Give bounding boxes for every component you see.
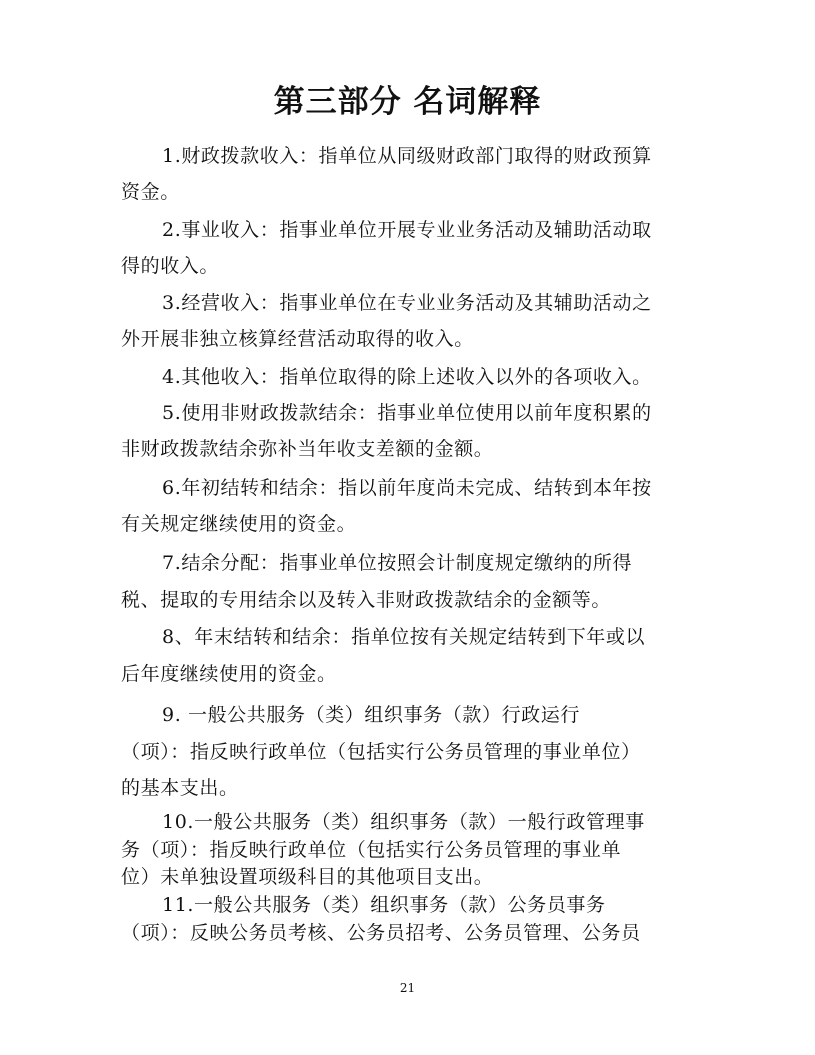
text-line-1: 1.财政拨款收入：指单位从同级财政部门取得的财政预算 bbox=[162, 145, 652, 167]
text-line-20: 务（项）：指反映行政单位（包括实行公务员管理的事业单 bbox=[121, 839, 622, 861]
page-number: 21 bbox=[399, 981, 416, 995]
text-line-19: 10.一般公共服务（类）组织事务（款）一般行政管理事 bbox=[162, 811, 645, 833]
text-line-15: 后年度继续使用的资金。 bbox=[121, 663, 337, 685]
text-line-11: 有关规定继续使用的资金。 bbox=[121, 513, 357, 535]
text-line-18: 的基本支出。 bbox=[121, 777, 239, 799]
text-line-10: 6.年初结转和结余：指以前年度尚未完成、结转到本年按 bbox=[162, 477, 652, 499]
text-line-17: （项）：指反映行政单位（包括实行公务员管理的事业单位） bbox=[121, 741, 641, 763]
section-title: 第三部分 名词解释 bbox=[273, 84, 542, 120]
text-line-13: 税、提取的专用结余以及转入非财政拨款结余的金额等。 bbox=[121, 589, 612, 611]
text-line-14: 8、年末结转和结余：指单位按有关规定结转到下年或以 bbox=[162, 626, 646, 648]
text-line-6: 外开展非独立核算经营活动取得的收入。 bbox=[121, 328, 474, 350]
text-line-9: 非财政拨款结余弥补当年收支差额的金额。 bbox=[121, 438, 494, 460]
text-line-4: 得的收入。 bbox=[121, 255, 220, 277]
text-line-22: 11.一般公共服务（类）组织事务（款）公务员事务 bbox=[162, 894, 606, 916]
text-line-21: 位）未单独设置项级科目的其他项目支出。 bbox=[121, 866, 494, 888]
text-line-7: 4.其他收入：指单位取得的除上述收入以外的各项收入。 bbox=[162, 366, 652, 388]
text-line-16: 9. 一般公共服务（类）组织事务（款）行政运行 bbox=[162, 704, 580, 726]
text-line-23: （项）：反映公务员考核、公务员招考、公务员管理、公务员 bbox=[121, 922, 641, 944]
text-line-8: 5.使用非财政拨款结余：指事业单位使用以前年度积累的 bbox=[162, 402, 652, 424]
text-line-2: 资金。 bbox=[121, 181, 180, 203]
text-line-12: 7.结余分配：指事业单位按照会计制度规定缴纳的所得 bbox=[162, 552, 633, 574]
text-line-3: 2.事业收入：指事业单位开展专业业务活动及辅助活动取 bbox=[162, 219, 652, 241]
text-line-5: 3.经营收入：指事业单位在专业业务活动及其辅助活动之 bbox=[162, 292, 652, 314]
